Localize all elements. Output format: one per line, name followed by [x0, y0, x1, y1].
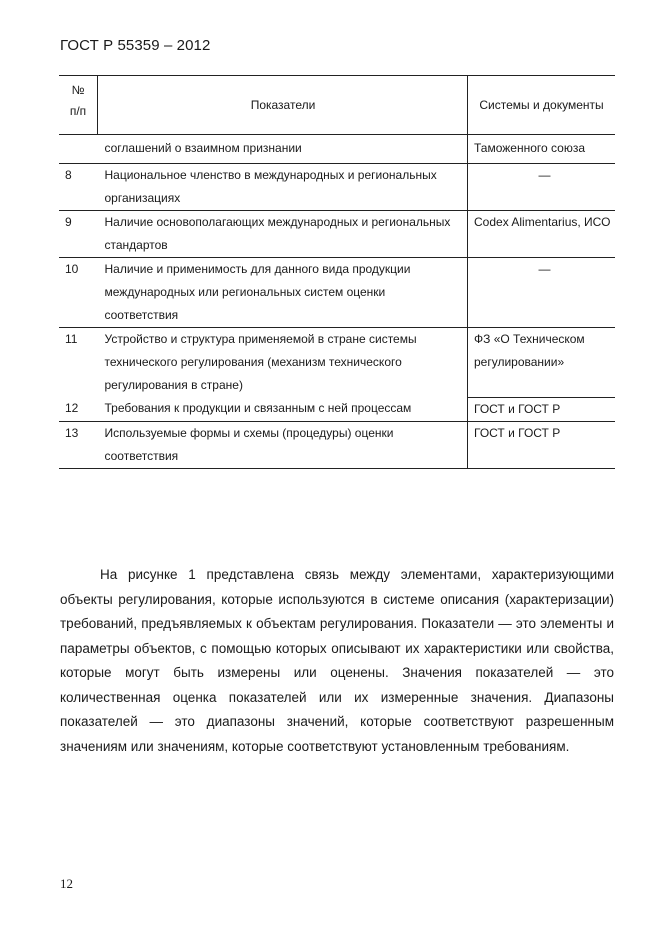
header-indicators: Показатели [98, 76, 468, 135]
row-indicator: Наличие и применимость для данного вида продукции международных или региональных систем оценки соответствия [98, 258, 468, 328]
row-system: — [468, 258, 616, 328]
row-number [59, 135, 98, 164]
indicators-table [59, 75, 615, 469]
table-row [59, 397, 615, 421]
row-indicator: Национальное членство в международных и региональных организациях [98, 164, 468, 211]
table-row [59, 135, 615, 164]
row-indicator: Используемые формы и схемы (процедуры) оценки соответствия [98, 421, 468, 468]
row-system: ФЗ «О Техническом регулировании» [468, 328, 616, 398]
row-number: 10 [59, 258, 98, 328]
row-number: 12 [59, 397, 98, 421]
row-indicator: Устройство и структура применяемой в стране системы технического регулирования (механизм технического регулирования в стране) [104, 332, 417, 392]
row-system: Codex Alimentarius, ИСО [468, 211, 616, 258]
header-number [59, 76, 98, 135]
row-number: 13 [59, 421, 98, 468]
row-system: ГОСТ и ГОСТ Р [468, 397, 616, 421]
row-number: 11 [65, 332, 78, 346]
row-indicator: Наличие основополагающих международных и региональных стандартов [98, 211, 468, 258]
row-number: 8 [59, 164, 98, 211]
table-row [59, 211, 615, 258]
row-number: 9 [59, 211, 98, 258]
body-paragraph: На рисунке 1 представлена связь между элементами, характеризующими объекты регулирования, которые используются в системе описания (характеризации) требований, предъявляемых к объектам регулирования. Показатели — это элементы и параметры объектов, с помощью которых описывают их характеристики или свойства, которые могут быть измерены или оценены. Значения показателей — это количественная оценка показателей или их измеренные значения. Диапазоны показателей — это диапазоны значений, которые соответствуют разрешенным значениям или значениям, которые соответствуют установленным требованиям. [60, 567, 614, 754]
row-indicator: Требования к продукции и связанным с ней процессам [98, 397, 468, 421]
header-number-label: № п/п [69, 83, 87, 118]
table-row [59, 258, 615, 328]
document-header: ГОСТ Р 55359 – 2012 [60, 37, 211, 54]
table-row [59, 164, 615, 211]
row-indicator: соглашений о взаимном признании [98, 135, 468, 164]
header-systems: Системы и документы [468, 76, 616, 135]
page-number: 12 [60, 876, 73, 891]
table-row [59, 421, 615, 468]
row-system: — [468, 164, 616, 211]
table-header-row [59, 76, 615, 135]
row-system: Таможенного союза [468, 135, 616, 164]
table-row [59, 328, 615, 398]
row-system: ГОСТ и ГОСТ Р [468, 421, 616, 468]
